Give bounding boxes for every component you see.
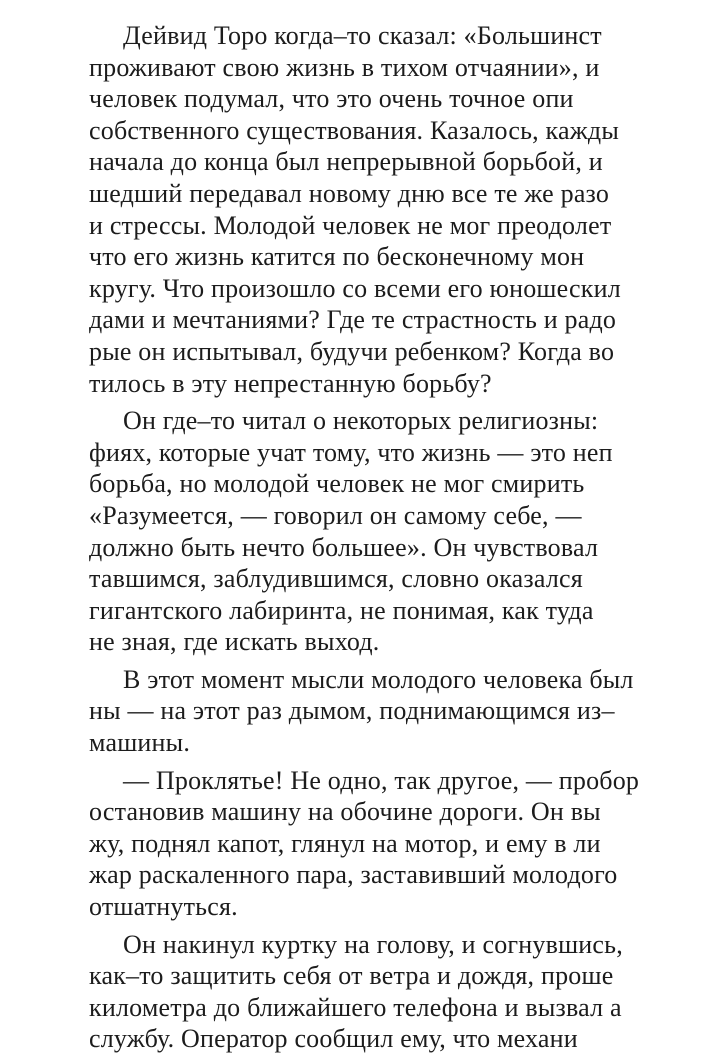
text-line: километра до ближайшего телефона и вызвал а <box>89 992 622 1022</box>
paragraph <box>89 20 669 399</box>
text-line: Он где–то читал о некоторых религиозны: <box>123 406 599 436</box>
text-line: жар раскаленного пара, заставивший молодого <box>89 860 618 890</box>
text-line: тилось в эту непрестанную борьбу? <box>89 368 492 398</box>
text-line: как–то защитить себя от ветра и дождя, проше <box>89 961 614 991</box>
text-line: проживают свою жизнь в тихом отчаянии», и <box>89 52 600 82</box>
text-line: Он накинул куртку на голову, и согнувшись, <box>123 929 623 959</box>
text-line: — Проклятье! Не одно, так другое, — пробор <box>123 765 640 795</box>
text-line: собственного существования. Казалось, кажды <box>89 115 619 145</box>
text-line: жу, поднял капот, глянул на мотор, и ему в ли <box>89 828 601 858</box>
text-line: не зная, где искать выход. <box>89 627 380 657</box>
text-line: машины. <box>89 728 191 758</box>
text-line: должно быть нечто большее». Он чувствовал <box>89 532 599 562</box>
text-line: В этот момент мысли молодого человека был <box>123 664 634 694</box>
text-line: остановив машину на обочине дороги. Он вы <box>89 797 601 827</box>
text-line: начала до конца был непрерывной борьбой, и <box>89 147 603 177</box>
paragraph <box>89 765 669 923</box>
text-line: кругу. Что произошло со всеми его юношескил <box>89 273 621 303</box>
text-line: фиях, которые учат тому, что жизнь — это неп <box>89 437 613 467</box>
text-line: «Разумеется, — говорил он самому себе, — <box>89 500 582 530</box>
text-line: Дейвид Торо когда–то сказал: «Большинст <box>123 21 602 50</box>
text-line: человек подумал, что это очень точное опи <box>89 84 574 114</box>
text-line: тавшимся, заблудившимся, словно оказался <box>89 564 583 594</box>
text-line-cut-off: службу. Оператор сообщил ему, что механи <box>89 1024 578 1054</box>
text-line: гигантского лабиринта, не понимая, как туда <box>89 595 594 625</box>
text-line: рые он испытывал, будучи ребенком? Когда во <box>89 336 615 366</box>
paragraph <box>89 929 669 1054</box>
text-line: отшатнуться. <box>89 892 238 922</box>
text-line: ны — на этот раз дымом, поднимающимся из– <box>89 696 615 726</box>
text-line: что его жизнь катится по бесконечному мон <box>89 242 585 272</box>
text-line: и стрессы. Молодой человек не мог преодолет <box>89 210 612 240</box>
text-line: борьба, но молодой человек не мог смирить <box>89 469 585 499</box>
paragraph <box>89 405 669 658</box>
paragraph <box>89 664 669 759</box>
text-line: дами и мечтаниями? Где те страстность и радо <box>89 305 617 335</box>
text-column <box>89 20 669 1054</box>
text-line: шедший передавал новому дню все те же разо <box>89 178 610 208</box>
